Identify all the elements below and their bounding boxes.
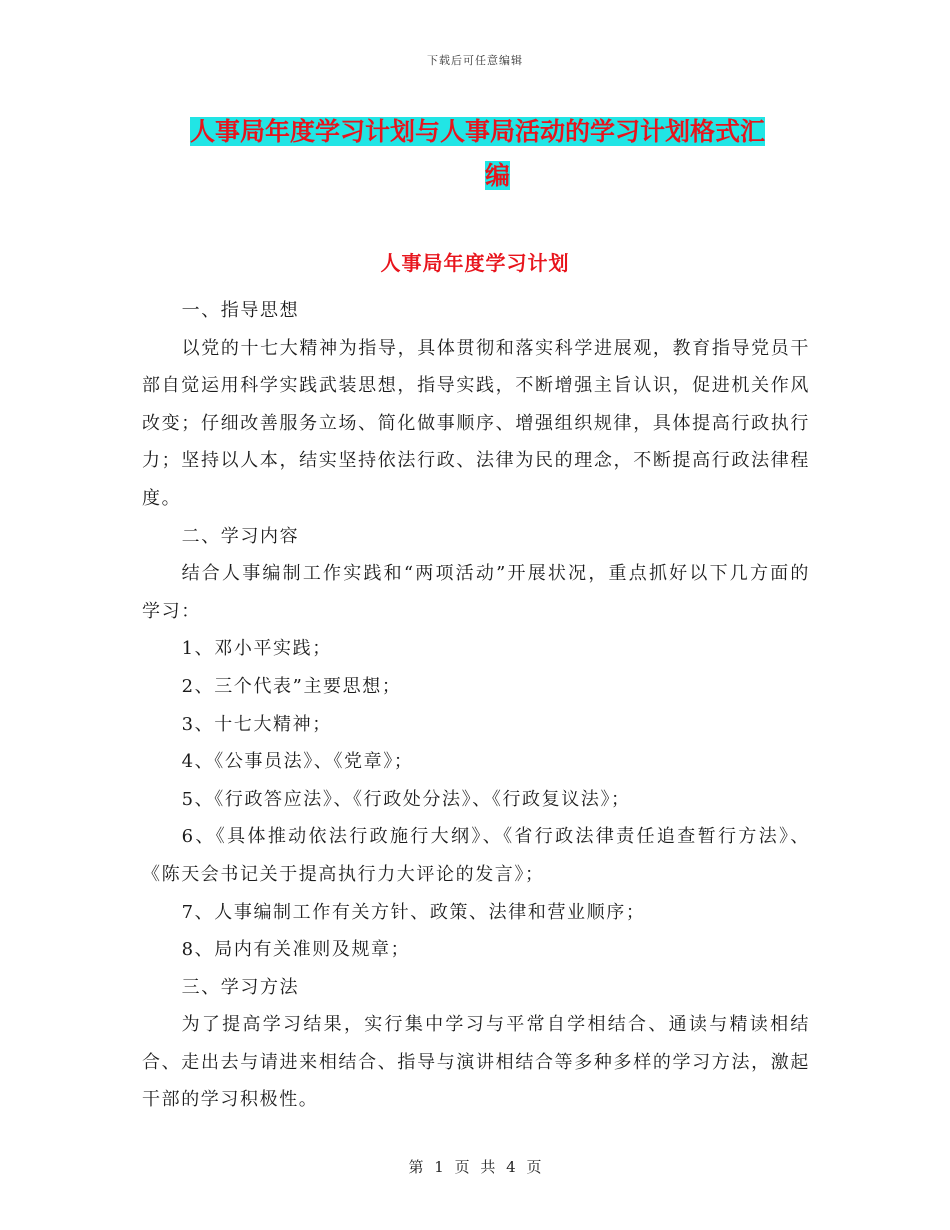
paragraph-guiding-thought: 以党的十七大精神为指导，具体贯彻和落实科学进展观，教育指导党员干部自觉运用科学实践武装思想，指导实践，不断增强主旨认识，促进机关作风改变；仔细改善服务立场、简化做事顺序、增强组织规律，具体提高行政执行力；坚持以人本，结实坚持依法行政、法律为民的理念，不断提高行政法律程度。: [142, 337, 810, 509]
list-item: 2、三个代表”主要思想；: [181, 675, 402, 697]
list-item: 3、十七大精神；: [181, 713, 332, 735]
document-title: [190, 110, 805, 198]
paragraph-study-method: 为了提高学习结果，实行集中学习与平常自学相结合、通读与精读相结合、走出去与请进来相结合、指导与演讲相结合等多种多样的学习方法，激起干部的学习积极性。: [142, 1014, 810, 1111]
section-title: 人事局年度学习计划: [380, 251, 570, 275]
title-line-1: 人事局年度学习计划与人事局活动的学习计划格式汇: [190, 117, 766, 146]
page-number: 第 1 页 共 4 页: [408, 1158, 542, 1176]
list-item: 1、邓小平实践；: [181, 638, 332, 660]
heading-guiding-thought: 一、指导思想: [181, 300, 300, 321]
list-item: 7、人事编制工作有关方针、政策、法律和营业顺序；: [181, 901, 646, 923]
list-item: 4、《公事员法》、《党章》；: [181, 751, 414, 773]
list-item: 6、《具体推动依法行政施行大纲》、《省行政法律责任追查暂行方法》、《陈天会书记关于提高执行力大评论的发言》；: [142, 826, 810, 885]
heading-study-content: 二、学习内容: [181, 525, 300, 547]
document-body: [142, 292, 810, 1119]
list-item: 5、《行政答应法》、《行政处分法》、《行政复议法》；: [181, 788, 631, 810]
page-header: 下载后可任意编辑: [427, 54, 523, 67]
paragraph-study-content: 结合人事编制工作实践和“两项活动”开展状况，重点抓好以下几方面的学习：: [142, 563, 810, 622]
heading-study-method: 三、学习方法: [181, 976, 300, 998]
list-item: 8、局内有关准则及规章；: [181, 939, 411, 961]
title-line-2: 编: [484, 161, 510, 190]
